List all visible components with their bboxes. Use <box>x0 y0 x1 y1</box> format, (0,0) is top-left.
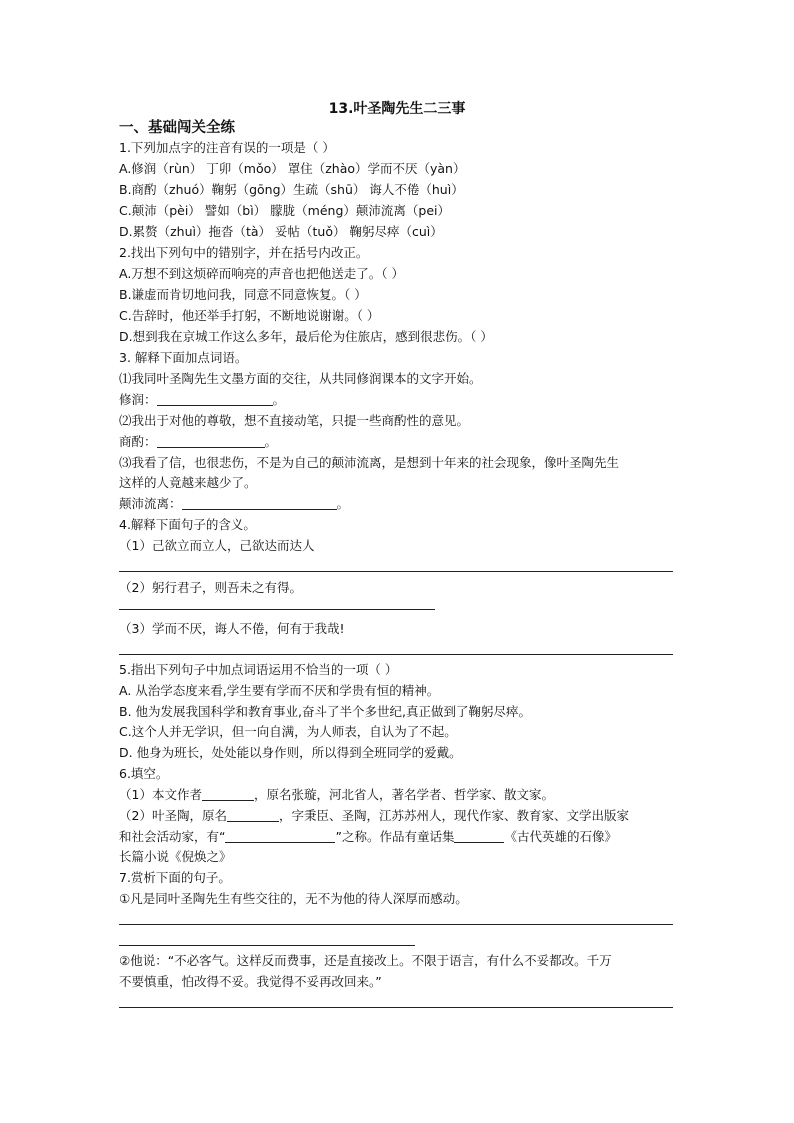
question-3-item-1: ⑴我同叶圣陶先生文墨方面的交往，从共同修润课本的文字开始。 <box>119 371 482 386</box>
question-5-option-b: B. 他为发展我国科学和教育事业,奋斗了半个多世纪,真正做到了鞠躬尽瘁。 <box>119 704 531 719</box>
question-3-stem: 3. 解释下面加点词语。 <box>119 350 248 365</box>
fill-suffix: 《古代英雄的石像》 <box>504 829 617 844</box>
answer-rule[interactable] <box>119 571 673 572</box>
question-3-item-3-cont: 这样的人竟越来越少了。 <box>119 475 257 490</box>
answer-rule[interactable] <box>119 654 673 655</box>
question-3-item-2: ⑵我出于对他的尊敬，想不直接动笔，只提一些商酌性的意见。 <box>119 413 470 428</box>
period-mark: 。 <box>272 392 286 407</box>
question-3-item-3: ⑶我看了信，也很悲伤，不是为自己的颠沛流离，是想到十年来的社会现象，像叶圣陶先生 <box>119 455 620 470</box>
question-7-item-2-cont: 不要慎重，怕改得不妥。我觉得不妥再改回来。” <box>119 974 382 989</box>
question-1-stem: 1.下列加点字的注音有误的一项是（ ） <box>119 140 335 155</box>
question-4-item-3: （3）学而不厌，诲人不倦，何有于我哉! <box>119 621 345 636</box>
fill-blank-title[interactable] <box>225 829 335 843</box>
question-7-stem: 7.赏析下面的句子。 <box>119 870 231 885</box>
fill-suffix: ，原名张璇，河北省人，著名学者、哲学家、散文家。 <box>253 787 554 802</box>
question-5-option-a: A. 从治学态度来看,学生要有学而不厌和学贵有恒的精神。 <box>119 683 440 698</box>
fill-prefix: （1）本文作者 <box>119 787 202 802</box>
fill-blank-original-name[interactable] <box>227 808 279 822</box>
question-6-item-2 <box>119 806 679 826</box>
fill-prefix: （2）叶圣陶，原名 <box>119 808 227 823</box>
fill-blank-collection[interactable] <box>454 829 504 843</box>
question-1-option-c: C.颠沛（pèi） 譬如（bì） 朦胧（méng）颠沛流离（pei） <box>119 203 450 218</box>
page-title: 13.叶圣陶先生二三事 <box>328 101 466 117</box>
question-2-option-d: D.想到我在京城工作这么多年，最后伦为住旅店，感到很悲伤。（ ） <box>119 329 493 344</box>
answer-blank[interactable] <box>157 392 273 406</box>
answer-rule[interactable] <box>119 609 435 610</box>
question-2-option-b: B.谦虚而肯切地问我，同意不同意恢复。（ ） <box>119 287 367 302</box>
question-2-option-c: C.告辞时，他还举手打躬，不断地说谢谢。（ ） <box>119 308 380 323</box>
question-1-option-a: A.修润（rùn） 丁卯（mǒo） 罩住（zhào）学而不厌（yàn） <box>119 161 466 176</box>
question-5-option-d: D. 他身为班长，处处能以身作则，所以得到全班同学的爱戴。 <box>119 745 462 760</box>
question-6-item-2-end: 长篇小说《倪焕之》 <box>119 849 232 864</box>
question-2-stem: 2.找出下列句中的错别字，并在括号内改正。 <box>119 245 369 260</box>
term-label: 颠沛流离： <box>119 496 182 511</box>
period-mark: 。 <box>264 434 278 449</box>
question-1-option-d: D.累赘（zhuì）拖沓（tà） 妥帖（tuǒ） 鞠躬尽瘁（cuì） <box>119 224 443 239</box>
question-7-item-1: ①凡是同叶圣陶先生有些交往的，无不为他的待人深厚而感动。 <box>119 891 468 906</box>
question-7-item-2: ②他说：“不必客气。这样反而费事，还是直接改上。不限于语言，有什么不妥都改。千万 <box>119 953 612 968</box>
question-4-item-2: （2）躬行君子，则吾未之有得。 <box>119 580 302 595</box>
answer-rule[interactable] <box>119 1007 673 1008</box>
answer-rule[interactable] <box>119 924 673 925</box>
period-mark: 。 <box>336 496 350 511</box>
question-6-item-1 <box>119 785 679 805</box>
answer-rule[interactable] <box>119 945 415 946</box>
fill-blank-author[interactable] <box>202 787 254 801</box>
section-heading: 一、基础闯关全练 <box>119 120 235 136</box>
term-label: 商酌： <box>119 434 157 449</box>
answer-line-dianpeiliuli <box>119 494 679 514</box>
answer-line-shangzhuo <box>119 432 679 452</box>
question-4-item-1: （1）己欲立而立人，己欲达而达人 <box>119 538 315 553</box>
question-5-option-c: C.这个人并无学识，但一向自满，为人师表，自认为了不起。 <box>119 724 457 739</box>
question-6-stem: 6.填空。 <box>119 766 169 781</box>
fill-prefix: 和社会活动家，有“ <box>119 829 226 844</box>
question-5-stem: 5.指出下列句子中加点词语运用不恰当的一项（ ） <box>119 662 398 677</box>
term-label: 修润： <box>119 392 157 407</box>
question-4-stem: 4.解释下面句子的含义。 <box>119 517 256 532</box>
fill-suffix: ，字秉臣、圣陶，江苏苏州人，现代作家、教育家、文学出版家 <box>278 808 629 823</box>
question-1-option-b: B.商酌（zhuó）鞠躬（gōng）生疏（shū） 诲人不倦（huì） <box>119 182 464 197</box>
answer-line-xiurun <box>119 390 679 410</box>
question-6-item-2-cont <box>119 827 679 847</box>
question-2-option-a: A.万想不到这烦碎而响亮的声音也把他送走了。（ ） <box>119 266 405 281</box>
answer-blank[interactable] <box>157 434 265 448</box>
answer-blank[interactable] <box>182 496 337 510</box>
fill-middle: ”之称。作品有童话集 <box>335 829 455 844</box>
